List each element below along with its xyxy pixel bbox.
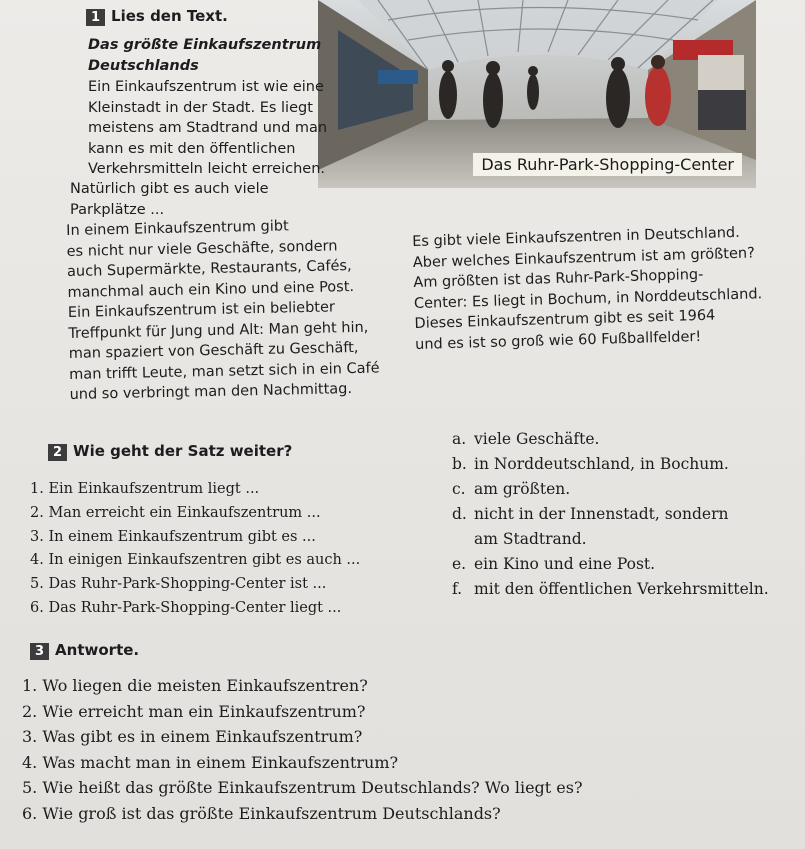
list-item: 2. Man erreicht ein Einkaufszentrum ... xyxy=(30,504,321,521)
question-item: 2. Wie erreicht man ein Einkaufszentrum? xyxy=(22,701,366,721)
article-paragraph-2 xyxy=(70,179,269,220)
exercise3-header xyxy=(30,641,139,660)
answer-text: viele Geschäfte. xyxy=(474,430,600,448)
answer-letter: e. xyxy=(452,555,467,573)
article-heading xyxy=(88,35,321,76)
article-line: kann es mit den öffentlichen xyxy=(88,140,296,157)
exercise2-number: 2 xyxy=(48,444,67,461)
answer-letter: c. xyxy=(452,480,466,498)
article-line: meistens am Stadtrand und man xyxy=(88,120,328,136)
article-line: Verkehrsmitteln leicht erreichen. xyxy=(88,161,325,177)
question-item: 4. Was macht man in einem Einkaufszentrum? xyxy=(22,752,399,772)
list-item: 3. In einem Einkaufszentrum gibt es ... xyxy=(30,528,316,545)
article-title-line1: Das größte Einkaufszentrum xyxy=(88,37,322,53)
answer-letter: b. xyxy=(452,455,467,473)
article-line: Es gibt viele Einkaufszentren in Deutschland. xyxy=(412,224,740,250)
answer-text: am größten. xyxy=(474,480,571,498)
article-line: man trifft Leute, man setzt sich in ein Café xyxy=(69,359,380,383)
exercise2-sentence-starts xyxy=(30,478,360,621)
photo-caption: Das Ruhr-Park-Shopping-Center xyxy=(473,153,742,176)
article-line: Ein Einkaufszentrum ist ein beliebter xyxy=(67,299,336,321)
question-item: 6. Wie groß ist das größte Einkaufszentrum Deutschlands? xyxy=(22,803,501,823)
answer-text: ein Kino und eine Post. xyxy=(474,555,656,573)
article-line: Center: Es liegt in Bochum, in Norddeutschland. xyxy=(413,285,763,312)
exercise1-title: Lies den Text. xyxy=(111,7,228,25)
article-line: und so verbringt man den Nachmittag. xyxy=(69,381,353,403)
exercise3-number: 3 xyxy=(30,643,49,660)
article-line: Aber welches Einkaufszentrum ist am größten? xyxy=(412,244,756,271)
article-paragraph-3 xyxy=(66,215,380,406)
article-line: Treffpunkt für Jung und Alt: Man geht hin, xyxy=(68,319,369,342)
answer-continuation: am Stadtrand. xyxy=(474,530,587,548)
article-paragraph-1 xyxy=(88,77,327,180)
answer-option xyxy=(452,577,769,602)
article-line: man spaziert von Geschäft zu Geschäft, xyxy=(68,339,359,362)
answer-text: mit den öffentlichen Verkehrsmitteln. xyxy=(474,580,769,598)
question-item: 5. Wie heißt das größte Einkaufszentrum Deutschlands? Wo liegt es? xyxy=(22,778,583,798)
answer-option xyxy=(452,452,769,477)
article-line: und es ist so groß wie 60 Fußballfelder! xyxy=(414,328,702,353)
answer-letter: f. xyxy=(452,580,463,598)
article-line: auch Supermärkte, Restaurants, Cafés, xyxy=(66,258,352,280)
answer-option xyxy=(452,552,769,577)
list-item: 5. Das Ruhr-Park-Shopping-Center ist ... xyxy=(30,576,327,593)
answer-option xyxy=(452,502,769,527)
question-item: 1. Wo liegen die meisten Einkaufszentren? xyxy=(22,676,368,695)
article-line: Parkplätze ... xyxy=(70,201,165,218)
article-line: Dieses Einkaufszentrum gibt es seit 1964 xyxy=(414,307,716,332)
exercise2-sentence-endings xyxy=(452,427,769,602)
exercise3-questions xyxy=(22,673,583,827)
article-line: Kleinstadt in der Stadt. Es liegt xyxy=(88,99,313,116)
exercise3-title: Antworte. xyxy=(55,641,140,659)
answer-letter: a. xyxy=(452,430,467,448)
article-line: Natürlich gibt es auch viele xyxy=(70,181,269,197)
article-line: In einem Einkaufszentrum gibt xyxy=(66,218,289,239)
article-right-column xyxy=(412,222,764,355)
question-item: 3. Was gibt es in einem Einkaufszentrum? xyxy=(22,727,363,747)
article-line: Ein Einkaufszentrum ist wie eine xyxy=(88,79,324,95)
article-line: es nicht nur viele Geschäfte, sondern xyxy=(66,237,338,260)
answer-option xyxy=(452,477,769,502)
answer-option xyxy=(452,427,769,452)
shopping-center-photo xyxy=(318,0,756,188)
answer-letter: d. xyxy=(452,505,467,523)
article-title-line2: Deutschlands xyxy=(88,57,199,74)
list-item: 4. In einigen Einkaufszentren gibt es auch ... xyxy=(30,552,361,569)
answer-text: in Norddeutschland, in Bochum. xyxy=(474,455,729,473)
answer-text: nicht in der Innenstadt, sondern xyxy=(474,505,729,523)
exercise2-header xyxy=(48,442,292,461)
exercise1-header xyxy=(86,7,228,26)
list-item: 6. Das Ruhr-Park-Shopping-Center liegt ... xyxy=(30,599,342,616)
exercise1-number: 1 xyxy=(86,9,105,26)
article-line: Am größten ist das Ruhr-Park-Shopping- xyxy=(413,266,704,291)
article-line: manchmal auch ein Kino und eine Post. xyxy=(67,278,355,301)
exercise2-title: Wie geht der Satz weiter? xyxy=(73,442,293,460)
list-item: 1. Ein Einkaufszentrum liegt ... xyxy=(30,481,260,497)
